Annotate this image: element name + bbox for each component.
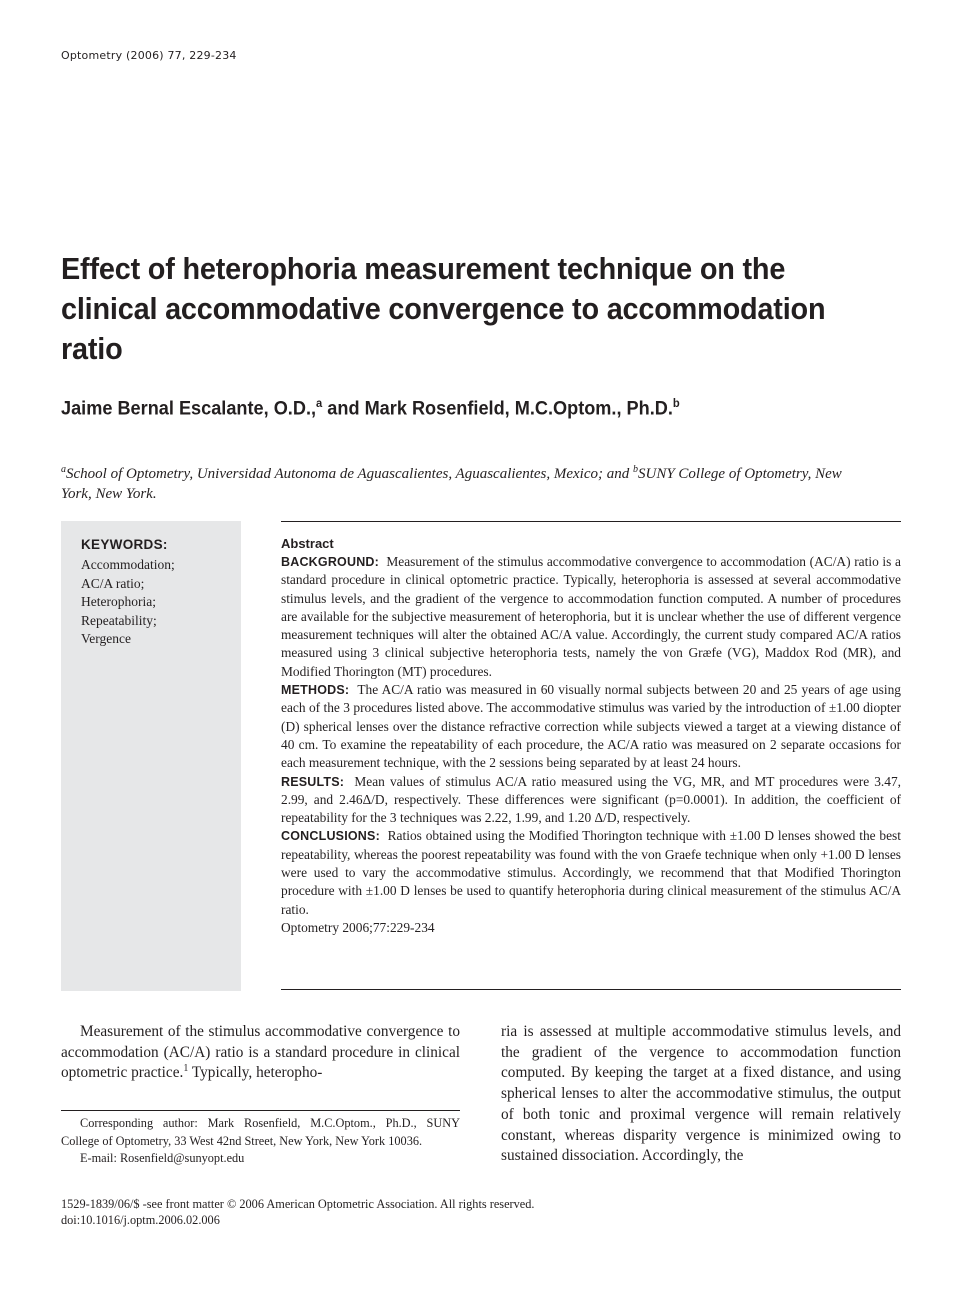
results-label: RESULTS: — [281, 774, 345, 789]
methods-label: METHODS: — [281, 683, 350, 698]
affiliation-mark-b: b — [633, 464, 638, 475]
author-1-affiliation-mark: a — [316, 396, 323, 410]
results-text: Mean values of stimulus AC/A ratio measured using the VG, MR, and MT procedures were 3.47, 2.99, and 2.46Δ/D, respectively. These differences were significant (p=0.0001). In addition, the coefficient of repeatability for the 3 techniques was 2.22, 1.99, and 1.20 Δ/D, respectively. — [281, 773, 901, 826]
abstract-citation: Optometry 2006;77:229-234 — [281, 919, 435, 935]
methods-text: The AC/A ratio was measured in 60 visually normal subjects between 20 and 25 years of age using each of the 3 procedures listed above. The accommodative stimulus was varied by the introduction of ±1.00 diopter (D) spherical lenses over the distance refractive correction while subjects viewed a target at a viewing distance of 40 cm. To examine the repeatability of each procedure, the AC/A ratio was measured on 2 separate occasions for each measurement technique, with the 2 sessions being separated by at least 24 hours. — [281, 682, 901, 771]
corresponding-author: Corresponding author: Mark Rosenfield, M.C.Optom., Ph.D., SUNY College of Optometry, 33 West 42nd Street, New York, New York 10036. — [61, 1116, 460, 1148]
abstract-bottom-rule — [281, 989, 901, 990]
author-email: E-mail: Rosenfield@sunyopt.edu — [80, 1151, 245, 1165]
footnote-rule — [61, 1110, 460, 1111]
body-left-text: Measurement of the stimulus accommodative convergence to accommodation (AC/A) ratio is a standard procedure in clinical optometric practice. — [61, 1023, 460, 1082]
abstract-top-rule — [281, 521, 901, 522]
affiliations — [61, 460, 861, 504]
author-line — [61, 396, 680, 421]
footnote — [61, 1115, 460, 1168]
keyword-item: AC/A ratio; — [81, 575, 145, 591]
doi-line: doi:10.1016/j.optm.2006.02.006 — [61, 1213, 220, 1227]
author-1: Jaime Bernal Escalante, O.D., — [61, 397, 317, 420]
background-text: Measurement of the stimulus accommodative convergence to accommodation (AC/A) ratio is a standard procedure in clinical optometric practice. Typically, heterophoria is assessed at several accommodative stimulus levels, and the gradient of the vergence to accommodation function computed. A number of procedures are available for the subjective measurement of heterophoria, but it is unclear whether the use of different vergence measurement techniques will alter the obtained AC/A value. Accordingly, the current study compared AC/A ratios measured using 3 clinical subjective heterophoria tests, namely the von Græfe (VG), Maddox Rod (MR), and Modified Thorington (MT) procedures. — [281, 554, 901, 679]
author-2-affiliation-mark: b — [672, 396, 680, 410]
keyword-item: Heterophoria; — [81, 594, 156, 609]
background-label: BACKGROUND: — [281, 555, 380, 569]
abstract-heading: Abstract — [281, 536, 334, 551]
copyright-line: 1529-1839/06/$ -see front matter © 2006 American Optometric Association. All rights reserved. — [61, 1197, 535, 1211]
keywords-box — [61, 521, 241, 991]
affiliation-b: SUNY College of Optometry, New York, New York. — [61, 466, 842, 502]
affiliation-a: School of Optometry, Universidad Autonoma de Aguascalientes, Aguascalientes, Mexico; and — [66, 466, 633, 482]
abstract — [281, 535, 901, 937]
keyword-item: Accommodation; — [81, 557, 175, 572]
journal-reference: Optometry (2006) 77, 229-234 — [61, 49, 237, 62]
body-left-text-continued: Typically, heteropho- — [188, 1064, 323, 1082]
body-column-right: ria is assessed at multiple accommodative stimulus levels, and the gradient of the vergence to accommodation function computed. By keeping the target at a fixed distance, and using spherical lenses to alter the accommodative stimulus, the output of both tonic and proximal vergence will remain relatively constant, whereas disparity vergence is minimized owing to sustained dissociation. Accordingly, the — [501, 1023, 901, 1165]
keywords-list — [81, 556, 175, 649]
keywords-heading: KEYWORDS: — [81, 537, 168, 552]
conclusions-label: CONCLUSIONS: — [281, 829, 380, 844]
affiliation-mark-a: a — [61, 464, 66, 475]
abstract-background — [281, 553, 901, 681]
reference-mark: 1 — [183, 1063, 189, 1075]
abstract-conclusions — [281, 827, 901, 918]
copyright-block — [61, 1196, 534, 1228]
keyword-item: Repeatability; — [81, 612, 157, 628]
keyword-item: Vergence — [81, 631, 131, 646]
conclusions-text: Ratios obtained using the Modified Thorington technique with ±1.00 D lenses showed the best repeatability, whereas the poorest repeatability was found with the von Graefe technique when only +1.00 D lenses were used to vary the accommodative stimulus. Accordingly, we recommend that that Modified Thorington procedure with ±1.00 D lenses be used to quantify heterophoria during clinical measurement of the stimulus AC/A ratio. — [281, 828, 901, 917]
author-conjunction: and — [322, 397, 365, 420]
abstract-results — [281, 773, 901, 828]
abstract-methods — [281, 681, 901, 772]
author-2: Mark Rosenfield, M.C.Optom., Ph.D. — [364, 397, 673, 420]
body-column-left — [61, 1022, 460, 1084]
article-title: Effect of heterophoria measurement technique on the clinical accommodative convergence to accommodation ratio — [61, 251, 826, 366]
